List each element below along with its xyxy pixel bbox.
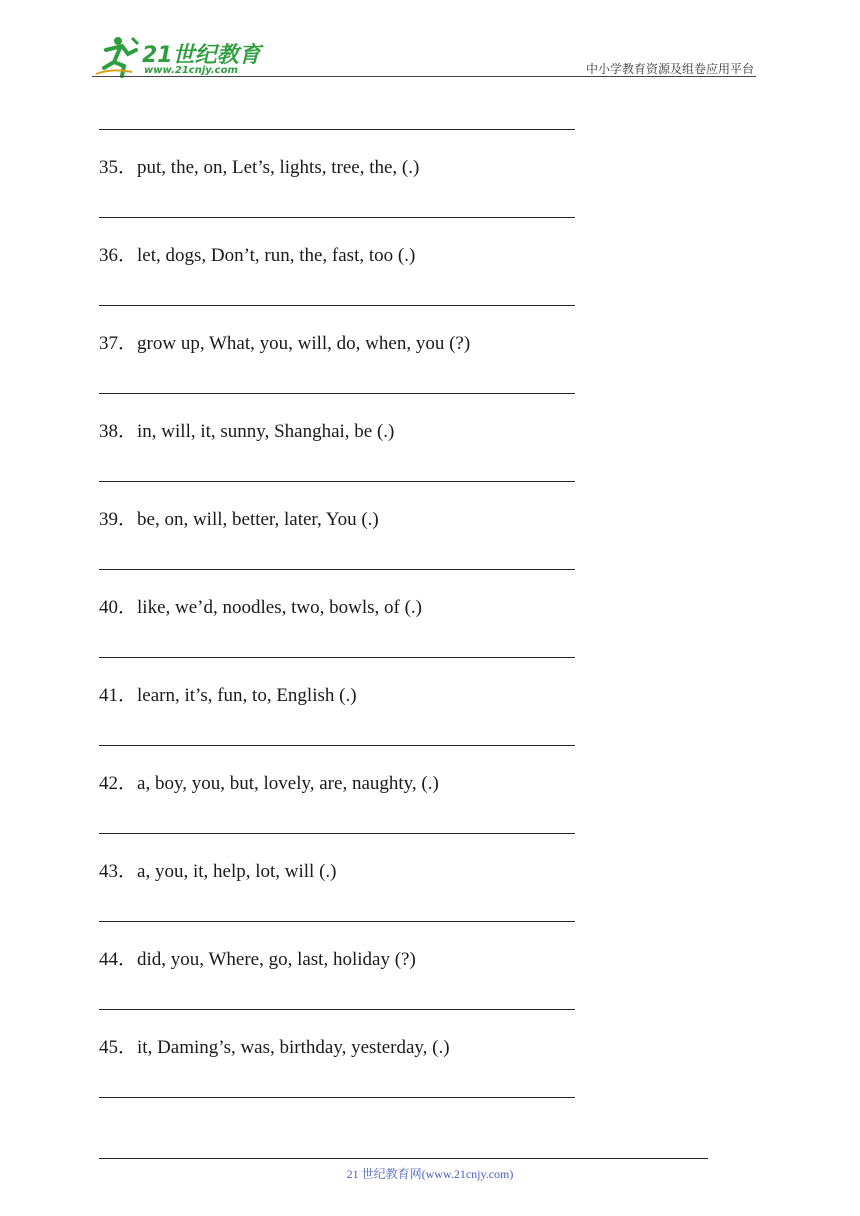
- answer-line[interactable]: [99, 1009, 575, 1010]
- question-number: 40．: [99, 597, 138, 618]
- page-header: [92, 28, 756, 80]
- question-text: [99, 420, 619, 444]
- question-item: [99, 860, 619, 922]
- answer-line[interactable]: [99, 657, 575, 658]
- answer-line: [99, 129, 575, 130]
- question-text: [99, 508, 619, 532]
- footer-divider: [99, 1158, 708, 1159]
- question-words: a, boy, you, but, lovely, are, naughty, (.): [137, 773, 439, 794]
- question-words: like, we’d, noodles, two, bowls, of (.): [137, 597, 422, 618]
- question-words: did, you, Where, go, last, holiday (?): [137, 949, 416, 970]
- question-number: 35．: [99, 157, 138, 178]
- question-number: 38．: [99, 421, 138, 442]
- question-text: [99, 156, 619, 180]
- answer-line[interactable]: [99, 393, 575, 394]
- question-words: a, you, it, help, lot, will (.): [137, 861, 337, 882]
- answer-line[interactable]: [99, 481, 575, 482]
- logo: [92, 34, 262, 78]
- question-item: [99, 244, 619, 306]
- answer-line[interactable]: [99, 745, 575, 746]
- question-number: 36．: [99, 245, 138, 266]
- question-words: grow up, What, you, will, do, when, you (?): [137, 333, 471, 354]
- question-number: 45．: [99, 1037, 138, 1058]
- question-item: [99, 596, 619, 658]
- question-number: 39．: [99, 509, 138, 530]
- answer-line[interactable]: [99, 217, 575, 218]
- question-number: 42．: [99, 773, 138, 794]
- platform-title: 中小学教育资源及组卷应用平台: [585, 62, 754, 76]
- question-words: let, dogs, Don’t, run, the, fast, too (.): [137, 245, 416, 266]
- answer-line[interactable]: [99, 1097, 575, 1098]
- question-words: put, the, on, Let’s, lights, tree, the, (.): [137, 157, 420, 178]
- question-words: be, on, will, better, later, You (.): [137, 509, 379, 530]
- question-words: in, will, it, sunny, Shanghai, be (.): [137, 421, 395, 442]
- question-text: [99, 332, 619, 356]
- answer-line[interactable]: [99, 833, 575, 834]
- question-item: [99, 420, 619, 482]
- question-number: 43．: [99, 861, 138, 882]
- question-item: [99, 948, 619, 1010]
- footer-text: 21 世纪教育网(www.21cnjy.com): [346, 1167, 514, 1181]
- question-number: 41．: [99, 685, 138, 706]
- question-list: [99, 108, 619, 1098]
- question-words: it, Daming’s, was, birthday, yesterday, (.): [137, 1037, 450, 1058]
- question-number: 44．: [99, 949, 138, 970]
- question-number: 37．: [99, 333, 138, 354]
- question-text: [99, 860, 619, 884]
- answer-line[interactable]: [99, 305, 575, 306]
- question-item: [99, 1036, 619, 1098]
- question-text: [99, 1036, 619, 1060]
- question-text: [99, 596, 619, 620]
- answer-line[interactable]: [99, 569, 575, 570]
- question-item: [99, 156, 619, 218]
- question-text: [99, 244, 619, 268]
- question-words: learn, it’s, fun, to, English (.): [137, 685, 357, 706]
- question-item: [99, 772, 619, 834]
- header-divider: [92, 76, 756, 77]
- question-text: [99, 684, 619, 708]
- question-text: [99, 948, 619, 972]
- logo-text: 21世纪教育: [142, 43, 261, 68]
- question-item: [99, 684, 619, 746]
- question-text: [99, 772, 619, 796]
- question-item: [99, 332, 619, 394]
- answer-line[interactable]: [99, 921, 575, 922]
- logo-url: www.21cnjy.com: [144, 65, 238, 76]
- question-item: [99, 508, 619, 570]
